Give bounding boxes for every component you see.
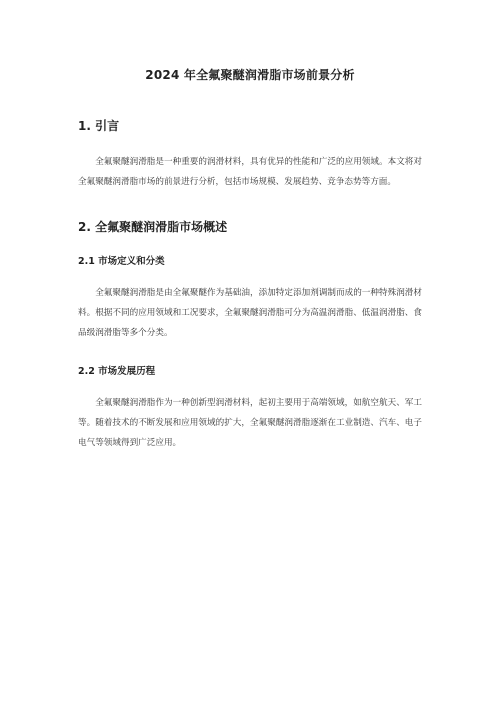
history-paragraph: 全氟聚醚润滑脂作为一种创新型润滑材料，起初主要用于高端领域，如航空航天、军工等。随着技术的不断发展和应用领域的扩大，全氟聚醚润滑脂逐渐在工业制造、汽车、电子电气等领域得到广泛应用。	[78, 398, 422, 448]
subsection-heading-history: 2.2 市场发展历程	[78, 366, 156, 377]
subsection-market-definition	[78, 253, 422, 343]
definition-paragraph: 全氟聚醚润滑脂是由全氟聚醚作为基础油，添加特定添加剂调制而成的一种特殊润滑材料。根据不同的应用领域和工况要求，全氟聚醚润滑脂可分为高温润滑脂、低温润滑脂、食品级润滑脂等多个分类。	[78, 288, 422, 338]
section-market-overview	[78, 218, 422, 453]
section-introduction	[78, 117, 422, 192]
document-title: 2024 年全氟聚醚润滑脂市场前景分析	[145, 68, 355, 82]
section-heading-introduction: 1. 引言	[78, 119, 120, 133]
introduction-paragraph: 全氟聚醚润滑脂是一种重要的润滑材料，具有优异的性能和广泛的应用领域。本文将对全氟聚醚润滑脂市场的前景进行分析，包括市场规模、发展趋势、竞争态势等方面。	[78, 157, 422, 187]
section-heading-market-overview: 2. 全氟聚醚润滑脂市场概述	[78, 220, 228, 234]
subsection-market-history	[78, 363, 422, 453]
subsection-heading-definition: 2.1 市场定义和分类	[78, 256, 165, 267]
